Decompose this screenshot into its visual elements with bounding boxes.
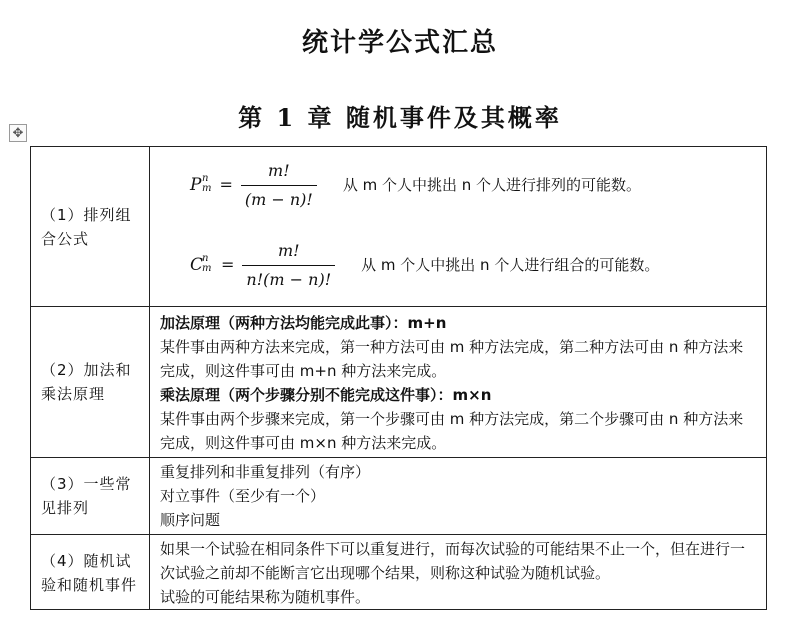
random-experiment-definition: 如果一个试验在相同条件下可以重复进行，而每次试验的可能结果不止一个，但在进行一次试验之前却不能断言它出现哪个结果，则称这种试验为随机试验。	[160, 540, 746, 582]
table-row	[31, 147, 767, 307]
permutation-formula: P n m = $\frac{m!}{(m - n)!}$	[190, 159, 317, 212]
row-label-common-arrangements: （3）一些常见排列	[31, 458, 150, 535]
document-title: 统计学公式汇总	[301, 28, 498, 58]
multiplication-principle-heading: 乘法原理（两个步骤分别不能完成这件事）：m×n	[160, 386, 492, 404]
row-label-random-experiment: （4）随机试验和随机事件	[31, 535, 150, 610]
table-row	[31, 458, 767, 535]
combination-description: 从 m 个人中挑出 n 个人进行组合的可能数。	[361, 256, 660, 274]
row-body-random-experiment	[150, 535, 767, 610]
table-move-handle[interactable]	[9, 124, 27, 142]
table-row	[31, 535, 767, 610]
table-row	[31, 307, 767, 458]
row-body-common-arrangements	[150, 458, 767, 535]
move-arrows-icon: ✥	[12, 125, 24, 141]
multiplication-principle-text: 某件事由两个步骤来完成，第一个步骤可由 m 种方法完成，第二个步骤可由 n 种方法来完成，则这件事可由 m×n 种方法来完成。	[160, 410, 744, 452]
combination-formula: C n m = $\frac{m!}{n!(m - n)!}$	[190, 239, 335, 292]
addition-principle-heading: 加法原理（两种方法均能完成此事）：m+n	[160, 314, 447, 332]
permutation-formula-row	[160, 153, 758, 217]
random-event-definition: 试验的可能结果称为随机事件。	[160, 588, 371, 606]
addition-principle-text: 某件事由两种方法来完成，第一种方法可由 m 种方法完成，第二种方法可由 n 种方法来完成，则这件事可由 m+n 种方法来完成。	[160, 338, 744, 380]
combination-formula-row	[160, 233, 758, 297]
row-label-addition-multiplication: （2）加法和乘法原理	[31, 307, 150, 458]
formula-table	[30, 146, 767, 610]
permutation-description: 从 m 个人中挑出 n 个人进行排列的可能数。	[342, 176, 642, 194]
row-body-addition-multiplication	[150, 307, 767, 458]
list-item: 重复排列和非重复排列（有序）	[160, 463, 371, 481]
row-body-permutation	[150, 147, 767, 307]
row-label-permutation: （1）排列组合公式	[31, 147, 150, 307]
list-item: 顺序问题	[160, 511, 221, 529]
chapter-title: 第 1 章 随机事件及其概率	[238, 103, 562, 132]
list-item: 对立事件（至少有一个）	[160, 487, 326, 505]
